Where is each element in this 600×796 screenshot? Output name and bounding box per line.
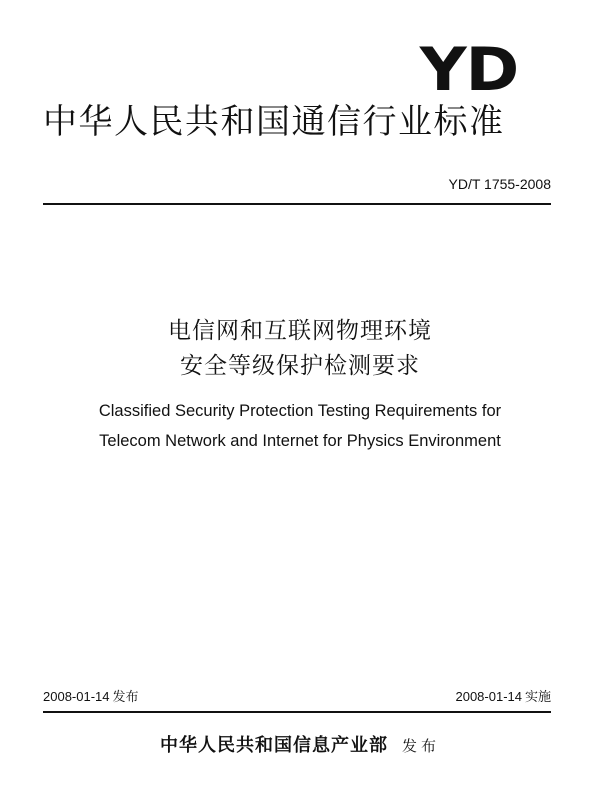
title-cn-line1: 电信网和互联网物理环境 — [168, 318, 432, 344]
standard-type-heading: 中华人民共和国通信行业标准 — [43, 102, 505, 142]
title-en-line2: Telecom Network and Internet for Physics Environment — [99, 432, 501, 450]
issuer-name: 中华人民共和国信息产业部 — [159, 735, 388, 756]
effective-date — [455, 690, 551, 704]
top-divider — [43, 203, 551, 205]
issue-date-label: 发布 — [112, 690, 139, 705]
yd-logo: YD — [419, 35, 518, 105]
standard-number: YD/T 1755-2008 — [448, 176, 551, 192]
issuer-action: 发布 — [401, 737, 440, 755]
bottom-divider — [43, 711, 551, 713]
effective-date-label: 实施 — [524, 690, 551, 705]
effective-date-value: 2008-01-14 — [455, 689, 522, 704]
title-cn-line2: 安全等级保护检测要求 — [180, 353, 420, 379]
issue-date-value: 2008-01-14 — [43, 689, 110, 704]
issue-date — [43, 690, 139, 704]
issuer — [0, 735, 600, 757]
title-en-line1: Classified Security Protection Testing Requirements for — [98, 402, 502, 420]
